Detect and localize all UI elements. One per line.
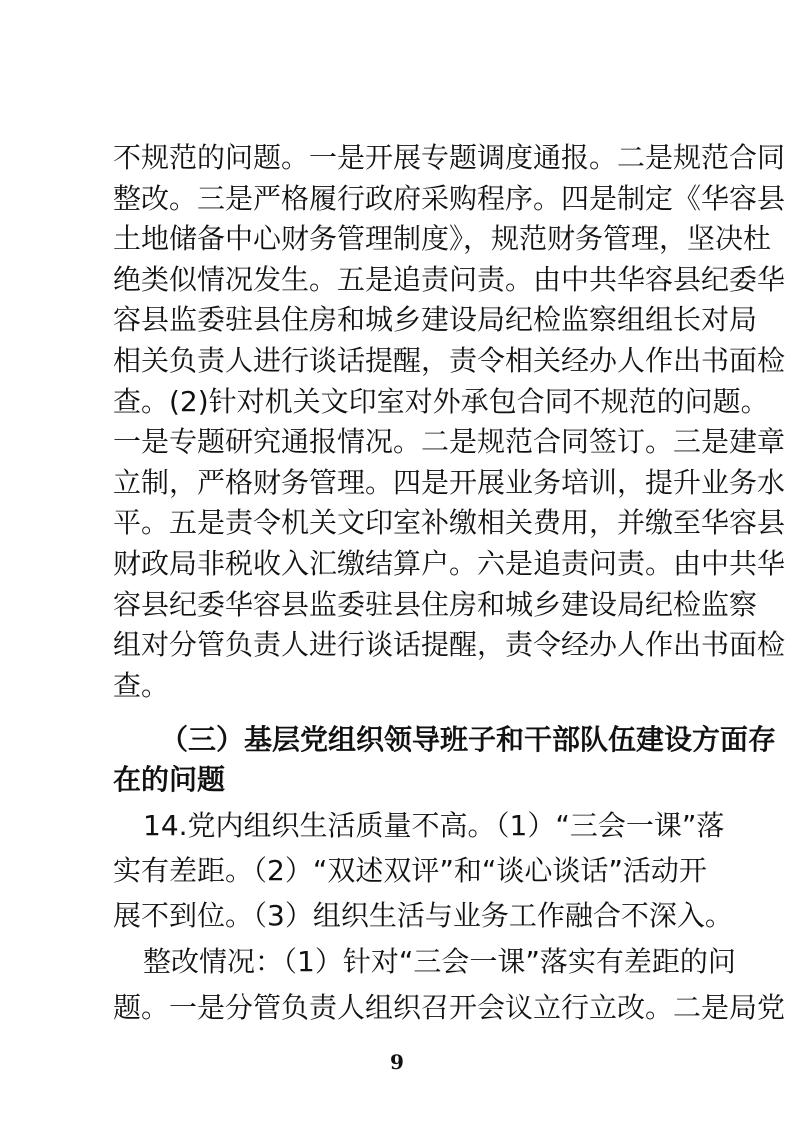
item-14-line: 14.党内组织生活质量不高。（1）“三会一课”落 (143, 809, 725, 842)
page-number: 9 (390, 1050, 404, 1074)
item-14-line: 实有差距。（2）“双述双评”和“谈心谈话”活动开 (113, 854, 707, 887)
body-line: 整改。三是严格履行政府采购程序。四是制定《华容县 (113, 182, 786, 215)
body-line: 相关负责人进行谈话提醒，责令相关经办人作出书面检 (113, 344, 786, 377)
body-line: 容县纪委华容县监委驻县住房和城乡建设局纪检监察 (113, 588, 758, 621)
body-line: 平。五是责令机关文印室补缴相关费用，并缴至华容县 (113, 506, 786, 539)
body-line: 绝类似情况发生。五是追责问责。由中共华容县纪委华 (113, 263, 786, 296)
body-line: 一是专题研究通报情况。二是规范合同签订。三是建章 (113, 425, 786, 458)
section-heading: （三）基层党组织领导班子和干部队伍建设方面存 (160, 723, 777, 756)
body-line: 容县监委驻县住房和城乡建设局纪检监察组组长对局 (113, 303, 758, 336)
body-line: 立制，严格财务管理。四是开展业务培训，提升业务水 (113, 466, 786, 499)
body-line: 查。 (113, 669, 170, 702)
body-line: 组对分管负责人进行谈话提醒，责令经办人作出书面检 (113, 628, 786, 661)
rectification-line: 题。一是分管负责人组织召开会议立行立改。二是局党 (113, 991, 786, 1024)
body-line: 土地储备中心财务管理制度》，规范财务管理，坚决杜 (113, 222, 772, 255)
section-heading-cont: 在的问题 (113, 763, 226, 796)
body-line: 不规范的问题。一是开展专题调度通报。二是规范合同 (113, 141, 786, 174)
item-14-line: 展不到位。（3）组织生活与业务工作融合不深入。 (113, 899, 733, 932)
rectification-line: 整改情况：（1）针对“三会一课”落实有差距的问 (143, 945, 736, 978)
body-line: 财政局非税收入汇缴结算户。六是追责问责。由中共华 (113, 547, 786, 580)
body-line: 查。(2)针对机关文印室对外承包合同不规范的问题。 (113, 385, 769, 418)
